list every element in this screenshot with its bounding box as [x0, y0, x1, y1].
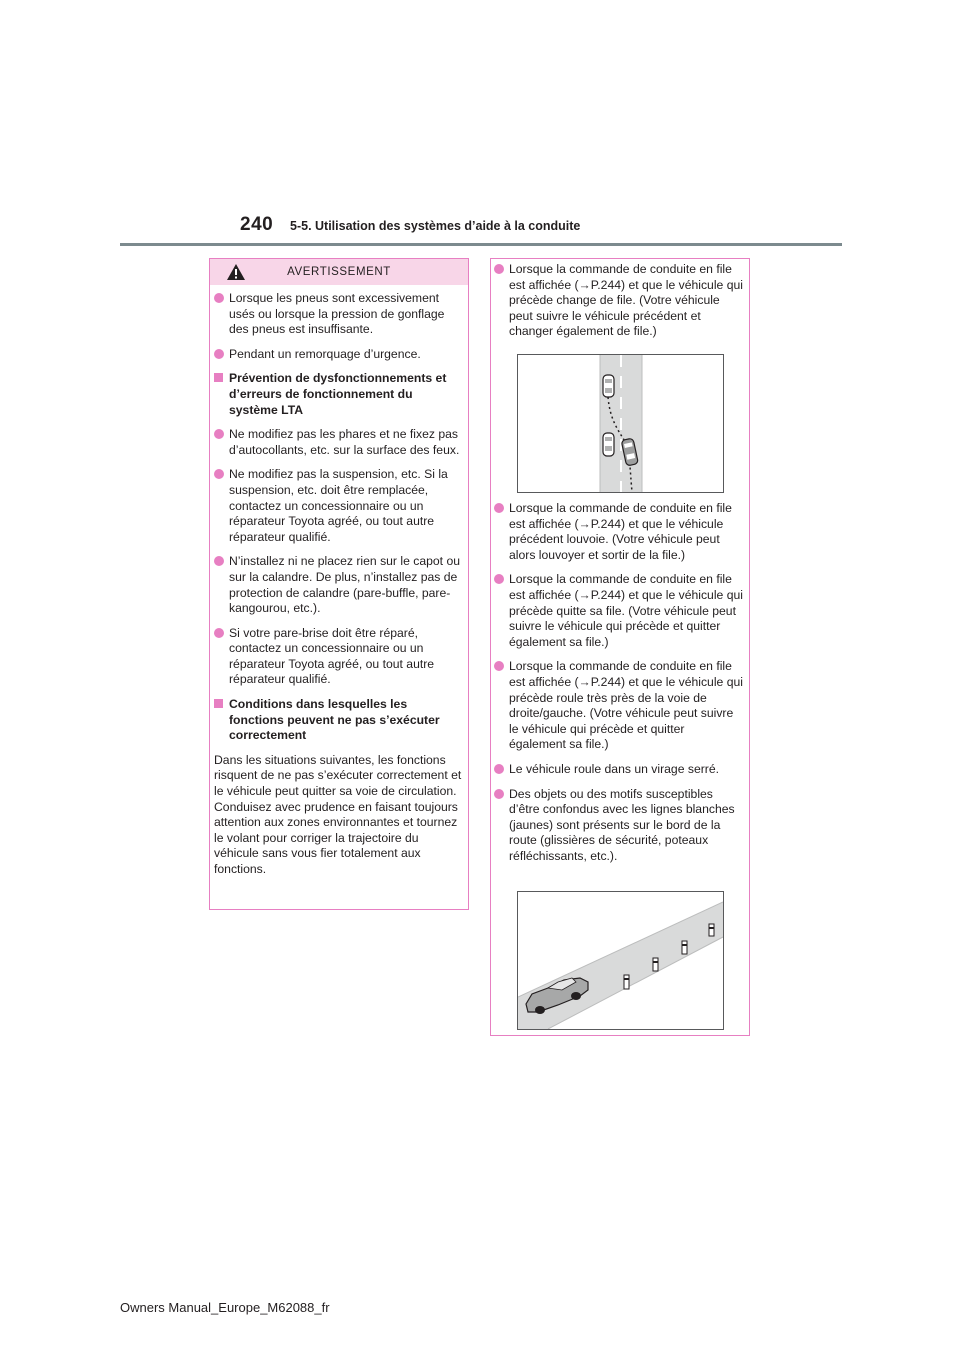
- roadside-posts-drawing: [518, 892, 723, 1029]
- warning-bullet: [214, 347, 462, 363]
- bullet-dot-icon: [214, 556, 224, 566]
- bullet-text: Pendant un remorquage d’urgence.: [229, 346, 421, 361]
- warning-subheading: [214, 697, 462, 744]
- bullet-text: Lorsque la commande de conduite en file est affichée (→P.244) et que le véhicule qui précède roule très près de la voie de droite/gauche. (Votre véhicule peut suivre le véhicule qui précède et quitter également sa file.): [509, 659, 743, 752]
- right-bullet: [494, 787, 744, 865]
- warning-bullet: [214, 291, 462, 338]
- warning-box: [209, 258, 469, 910]
- bullet-dot-icon: [494, 503, 504, 513]
- right-bullet: [494, 572, 744, 650]
- bullet-dot-icon: [494, 764, 504, 774]
- bullet-dot-icon: [494, 789, 504, 799]
- warning-title: AVERTISSEMENT: [287, 266, 391, 278]
- reflector-post-icon: [624, 975, 629, 989]
- section-title: 5-5. Utilisation des systèmes d’aide à la conduite: [290, 219, 581, 233]
- right-bullet: [494, 262, 744, 340]
- bullet-text: N’installez ni ne placez rien sur le capot ou sur la calandre. De plus, n’installez pas de protection de calandre (pare-buffle, pare-kangourou, etc.).: [229, 554, 461, 616]
- bullet-dot-icon: [214, 349, 224, 359]
- subheading-text: Conditions dans lesquelles les fonctions peuvent ne pas s’exécuter correctement: [229, 697, 440, 743]
- bullet-dot-icon: [494, 661, 504, 671]
- square-bullet-icon: [214, 699, 223, 708]
- warning-header: [210, 259, 468, 285]
- warning-bullet: [214, 626, 462, 688]
- right-bullet: [494, 659, 744, 753]
- square-bullet-icon: [214, 373, 223, 382]
- right-bullet: [494, 762, 744, 778]
- bullet-text: Lorsque la commande de conduite en file est affichée (→P.244) et que le véhicule qui précède change de file. (Votre véhicule peut suivre le véhicule précédent et changer également de file.): [509, 262, 743, 339]
- bullet-text: Si votre pare-brise doit être réparé, contactez un concessionnaire ou un réparateur Toyota agréé, ou tout autre réparateur qualifié.: [229, 625, 435, 687]
- bullet-dot-icon: [214, 293, 224, 303]
- bullet-text: Le véhicule roule dans un virage serré.: [509, 761, 720, 776]
- lead-car-icon: [603, 375, 614, 397]
- bullet-text: Lorsque les pneus sont excessivement usés ou lorsque la pression de gonflage des pneus est insuffisante.: [229, 291, 445, 337]
- warning-bullet: [214, 554, 462, 616]
- lane-change-illustration: [517, 354, 724, 493]
- warning-triangle-icon: [226, 263, 246, 281]
- bullet-dot-icon: [214, 628, 224, 638]
- roadside-posts-illustration: [517, 891, 724, 1030]
- bullet-text: Lorsque la commande de conduite en file est affichée (→P.244) et que le véhicule précédent louvoie. (Votre véhicule peut alors louvoyer et sortir de la file.): [509, 501, 732, 562]
- warning-bullet: [214, 427, 462, 458]
- subheading-text: Prévention de dysfonctionnements et d’erreurs de fonctionnement du système LTA: [229, 371, 447, 417]
- bullet-text: Des objets ou des motifs susceptibles d’être confondus avec les lignes blanches (jaunes) sont présents sur le bord de la route (glissières de sécurité, poteaux réfléchissants, etc.).: [509, 786, 735, 863]
- right-bullet: [494, 501, 744, 563]
- bullet-dot-icon: [214, 429, 224, 439]
- bullet-dot-icon: [494, 574, 504, 584]
- right-bullet-list: [494, 501, 744, 873]
- reflector-post-icon: [682, 941, 687, 954]
- parked-car-icon: [603, 433, 614, 456]
- lane-change-drawing: [518, 355, 723, 492]
- right-bullet-top: [494, 262, 744, 349]
- bullet-text: Ne modifiez pas la suspension, etc. Si la suspension, etc. doit être remplacée, contactez un concessionnaire ou un réparateur Toyota agréé, ou tout autre réparateur qualifié.: [229, 467, 448, 544]
- bullet-text: Ne modifiez pas les phares et ne fixez pas d’autocollants, etc. sur la surface des feux.: [229, 427, 460, 457]
- reflector-post-icon: [653, 958, 658, 971]
- bullet-dot-icon: [214, 469, 224, 479]
- warning-bullet: [214, 467, 462, 545]
- bullet-dot-icon: [494, 264, 504, 274]
- warning-paragraph: Dans les situations suivantes, les fonctions risquent de ne pas s’exécuter correctement et le véhicule peut quitter sa voie de circulation. Conduisez avec prudence en faisant toujours attention aux zones environnantes et tournez le volant pour corriger la trajectoire du véhicule sans vous fier totalement aux fonctions.: [214, 752, 462, 876]
- warning-content: [210, 285, 468, 878]
- warning-subheading: [214, 371, 462, 418]
- reflector-post-icon: [709, 924, 714, 936]
- footer-text: Owners Manual_Europe_M62088_fr: [120, 1300, 330, 1315]
- bullet-text: Lorsque la commande de conduite en file est affichée (→P.244) et que le véhicule qui précède quitte sa file. (Votre véhicule peut suivre le véhicule qui précède et quitter également sa file.): [509, 572, 743, 649]
- page-number: 240: [240, 214, 274, 235]
- header-rule: [120, 243, 842, 246]
